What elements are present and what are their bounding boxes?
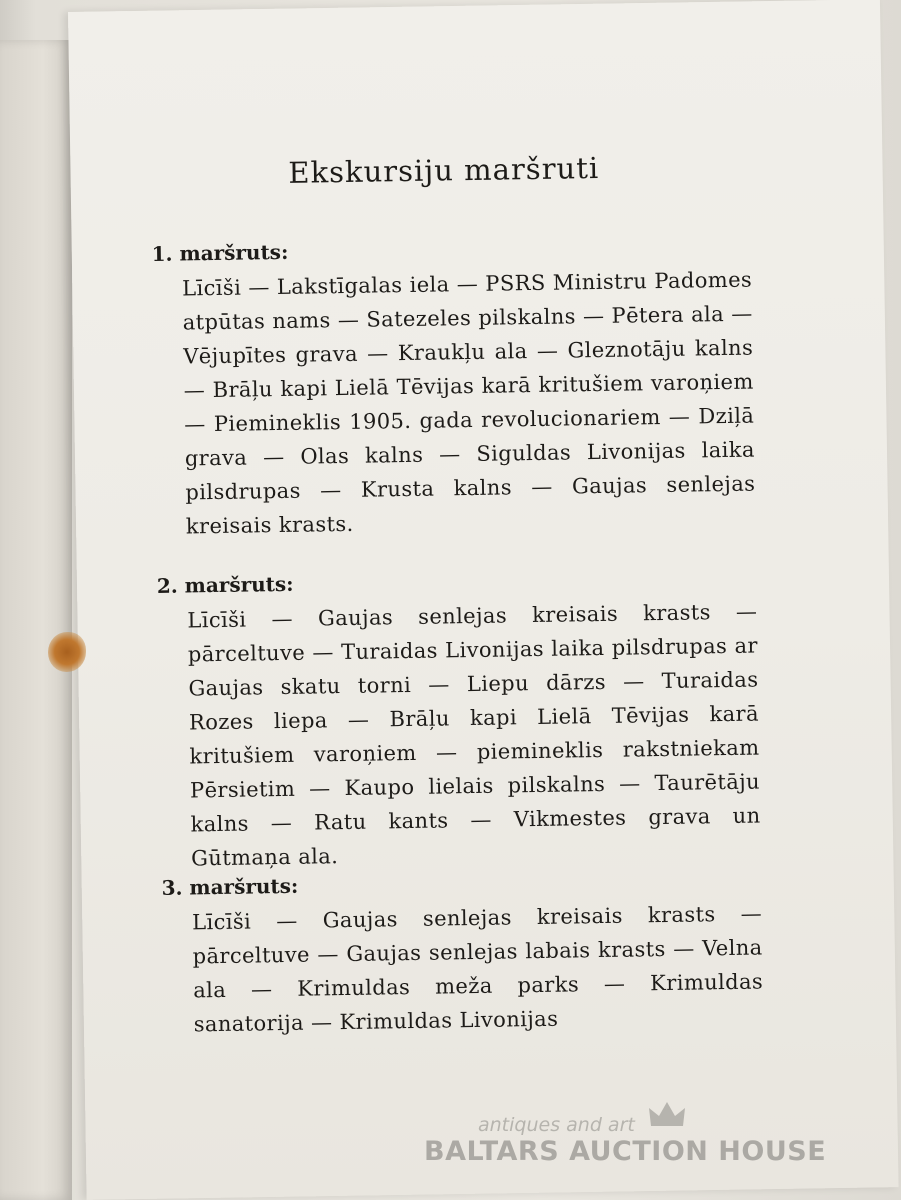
crown-icon bbox=[647, 1100, 687, 1130]
route-heading: 3. maršruts: bbox=[161, 873, 299, 900]
route-3 bbox=[161, 866, 804, 1042]
route-heading: 1. maršruts: bbox=[151, 239, 289, 266]
route-2 bbox=[157, 564, 802, 876]
watermark-name: BALTARS AUCTION HOUSE bbox=[424, 1136, 827, 1167]
route-description: Līcīši — Lakstīgalas iela — PSRS Ministru Padomes atpūtas nams — Satezeles pilskalns — Pētera ala — Vējupītes grava — Kraukļu ala — Gleznotāju kalns — Brāļu kapi Lielā Tēvijas karā kritušiem varoņiem — Piemineklis 1905. gada revolucionariem — Dziļā grava — Olas kalns — Siguldas Livonijas laika pilsdrupas — Krusta kalns — Gaujas senlejas kreisais krasts. bbox=[181, 267, 756, 539]
route-description: Līcīši — Gaujas senlejas kreisais krasts — pārceltuve — Turaidas Livonijas laika pilsdrupas ar Gaujas skatu torni — Liepu dārzs — Turaidas Rozes liepa — Brāļu kapi Lielā Tēvijas karā kritušiem varoņiem — piemineklis rakstniekam Pērsietim — Kaupo lielais pilskalns — Taurētāju kalns — Ratu kants — Vikmestes grava un Gūtmaņa ala. bbox=[187, 599, 761, 871]
page-title: Ekskursiju maršruti bbox=[288, 150, 600, 190]
rust-stain bbox=[48, 632, 86, 672]
left-facing-page bbox=[0, 40, 72, 1200]
route-description: Līcīši — Gaujas senlejas kreisais krasts — pārceltuve — Gaujas senlejas labais krasts — Velna ala — Krimuldas meža parks — Krimuldas sanatorija — Krimuldas Livonijas bbox=[191, 901, 764, 1037]
route-1 bbox=[151, 232, 796, 544]
route-heading: 2. maršruts: bbox=[156, 571, 294, 598]
watermark bbox=[424, 1100, 827, 1180]
watermark-tagline: antiques and art bbox=[478, 1114, 635, 1136]
